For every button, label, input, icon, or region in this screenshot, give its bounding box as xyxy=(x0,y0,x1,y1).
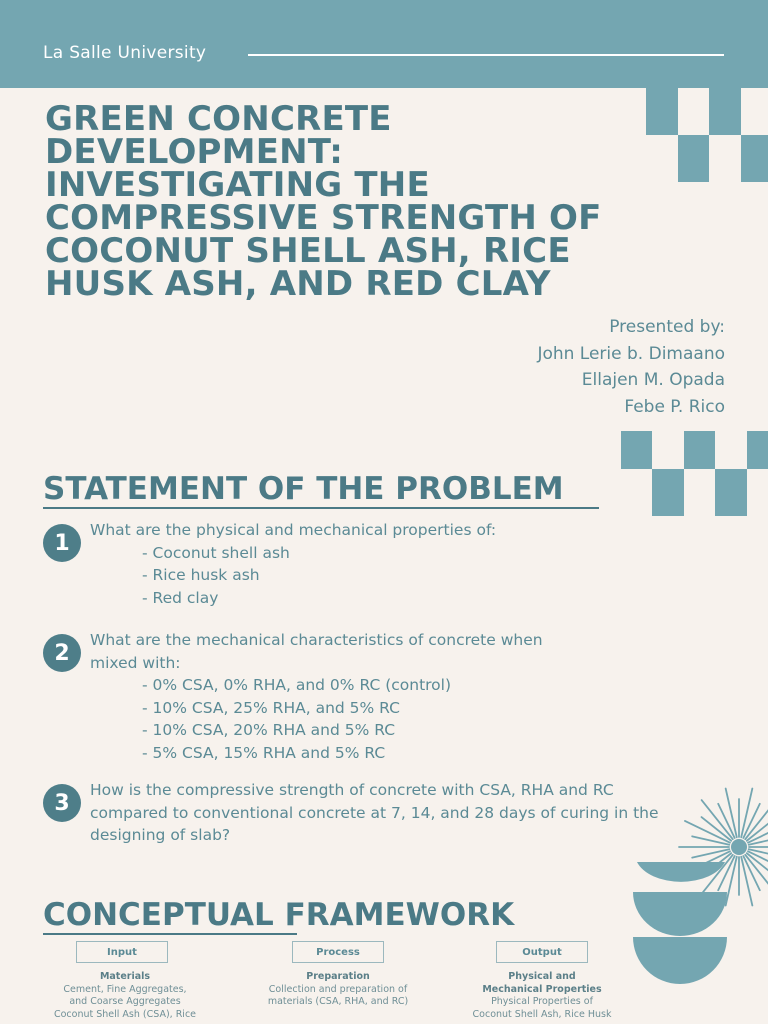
header-divider xyxy=(248,54,724,56)
problem-section-title: STATEMENT OF THE PROBLEM xyxy=(43,471,564,507)
framework-output-heading: Physical and Mechanical Properties xyxy=(482,971,602,995)
question-list-item: - Red clay xyxy=(142,588,219,607)
university-name: La Salle University xyxy=(43,43,207,63)
checker-square xyxy=(621,431,652,469)
checker-square xyxy=(709,88,741,135)
framework-output-line: Coconut Shell Ash, Rice Husk xyxy=(472,1008,612,1020)
framework-input-heading: Materials xyxy=(99,971,151,982)
checker-square xyxy=(652,469,684,516)
presenters-heading: Presented by: xyxy=(609,317,725,337)
question-text xyxy=(90,779,662,847)
presenter-name: John Lerie b. Dimaano xyxy=(537,343,725,364)
presenter-name: Febe P. Rico xyxy=(624,396,725,417)
question-prompt: How is the compressive strength of concrete with CSA, RHA and RC compared to conventional concrete at 7, 14, and 28 days of curing in the designing of slab? xyxy=(90,781,659,844)
question-text xyxy=(90,629,560,764)
presenter-name: Ellajen M. Opada xyxy=(581,370,725,390)
question-prompt: What are the physical and mechanical properties of: xyxy=(90,521,497,539)
framework-input-column xyxy=(35,971,215,1021)
checker-square xyxy=(646,88,678,135)
framework-input-line: and Coarse Aggregates xyxy=(69,996,181,1007)
framework-output-column xyxy=(452,971,632,1021)
question-list-item: - Coconut shell ash xyxy=(142,543,290,562)
framework-input-box: Input xyxy=(76,941,168,963)
framework-process-line: materials (CSA, RHA, and RC) xyxy=(267,996,409,1007)
framework-section-title: CONCEPTUAL FRAMEWORK xyxy=(43,897,515,933)
framework-input-line: Coconut Shell Ash (CSA), Rice xyxy=(53,1008,197,1020)
framework-title-underline xyxy=(43,933,297,935)
framework-process-box: Process xyxy=(292,941,384,963)
question-prompt: What are the mechanical characteristics of concrete when mixed with: xyxy=(90,631,543,672)
bowl-stack-decoration xyxy=(633,859,733,989)
question-text xyxy=(90,519,650,609)
poster-title: GREEN CONCRETE DEVELOPMENT: INVESTIGATING THE COMPRESSIVE STRENGTH OF COCONUT SHELL ASH, RICE HUSK ASH, AND RED CLAY xyxy=(45,99,602,304)
question-number-badge: 2 xyxy=(43,634,81,672)
question-list-item: - 10% CSA, 25% RHA, and 5% RC xyxy=(142,698,400,717)
question-list-item: - 0% CSA, 0% RHA, and 0% RC (control) xyxy=(142,676,452,694)
framework-input-line: Cement, Fine Aggregates, xyxy=(63,983,187,995)
framework-process-heading: Preparation xyxy=(306,971,370,982)
framework-output-line: Physical Properties of xyxy=(491,996,593,1007)
checker-square xyxy=(684,431,715,469)
checker-square xyxy=(741,135,768,182)
checker-square xyxy=(715,469,747,516)
framework-process-column xyxy=(248,971,428,1009)
checker-square xyxy=(747,431,768,469)
problem-title-underline xyxy=(43,507,599,509)
sunburst-ray xyxy=(702,800,733,839)
framework-output-box: Output xyxy=(496,941,588,963)
presenters-block xyxy=(537,314,725,420)
question-list-item: - 5% CSA, 15% RHA and 5% RC xyxy=(142,743,386,762)
question-number-badge: 1 xyxy=(43,524,81,562)
question-list-item: - 10% CSA, 20% RHA and 5% RC xyxy=(142,721,396,739)
question-list-item: - Rice husk ash xyxy=(142,566,260,584)
framework-process-line: Collection and preparation of xyxy=(268,983,408,995)
checker-square xyxy=(678,135,709,182)
question-number-badge: 3 xyxy=(43,784,81,822)
